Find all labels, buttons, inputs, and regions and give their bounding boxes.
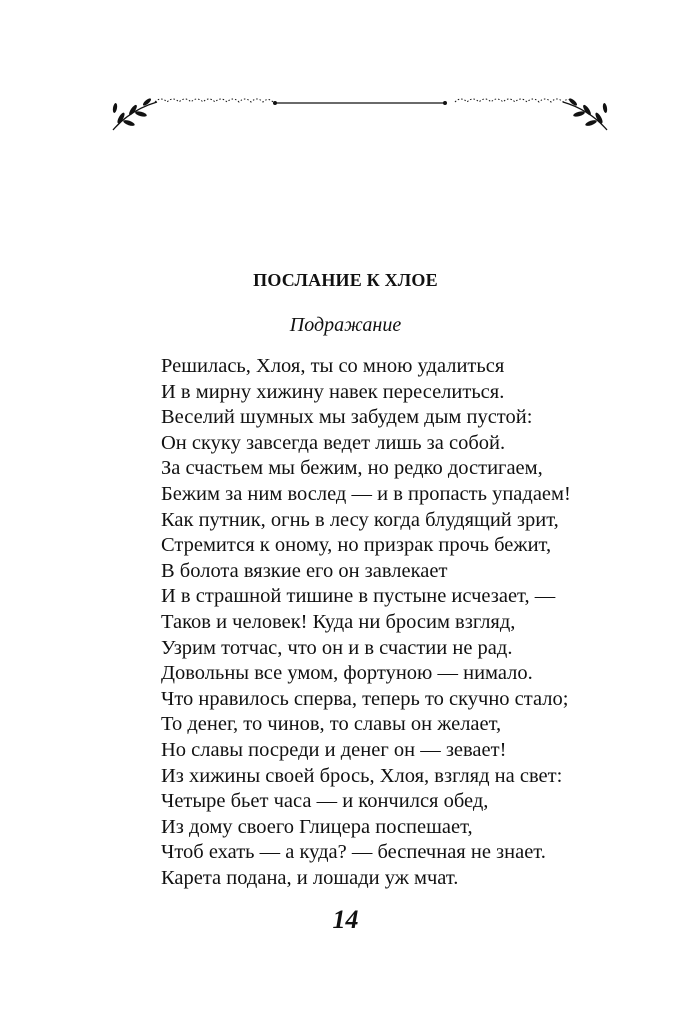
poem-line: И в мирну хижину навек переселиться.	[161, 380, 505, 403]
poem-line: Он скуку завсегда ведет лишь за собой.	[161, 431, 506, 454]
poem-line: Но славы посреди и денег он — зевает!	[161, 738, 507, 761]
poem-line: Узрим тотчас, что он и в счастии не рад.	[161, 636, 513, 659]
poem-subtitle: Подражание	[289, 314, 402, 336]
page-number: 14	[332, 905, 359, 934]
poem-line: То денег, то чинов, то славы он желает,	[161, 713, 502, 736]
poem-line: Довольны все умом, фортуною — нимало.	[161, 662, 533, 685]
poem-line: Таков и человек! Куда ни бросим взгляд,	[161, 610, 516, 633]
poem-line: Решилась, Хлоя, ты со мною удалиться	[161, 355, 505, 377]
vine-ornament-icon	[105, 88, 615, 138]
poem-line: Бежим за ним вослед — и в пропасть упадаем!	[161, 482, 571, 505]
poem-line: Из дому своего Глицера поспешает,	[161, 815, 473, 838]
poem-line: За счастьем мы бежим, но редко достигаем,	[161, 457, 543, 480]
poem-line: Карета подана, и лошади уж мчат.	[161, 866, 459, 889]
poem-line: Стремится к оному, но призрак прочь бежит,	[161, 534, 552, 557]
poem-line: Что нравилось сперва, теперь то скучно стало;	[161, 687, 569, 710]
poem-line: Чтоб ехать — а куда? — беспечная не знает.	[161, 841, 546, 864]
poem-body	[161, 354, 641, 891]
poem-line: В болота вязкие его он завлекает	[161, 559, 448, 582]
poem-line: Как путник, огнь в лесу когда блудящий зрит,	[161, 508, 559, 531]
poem-line: Веселий шумных мы забудем дым пустой:	[161, 406, 533, 429]
poem-title: ПОСЛАНИЕ К ХЛОЕ	[253, 270, 438, 290]
poem-line: Из хижины своей брось, Хлоя, взгляд на свет:	[161, 764, 563, 787]
poem-line: Четыре бьет часа — и кончился обед,	[161, 790, 489, 813]
poem-line: И в страшной тишине в пустыне исчезает, —	[161, 585, 556, 608]
